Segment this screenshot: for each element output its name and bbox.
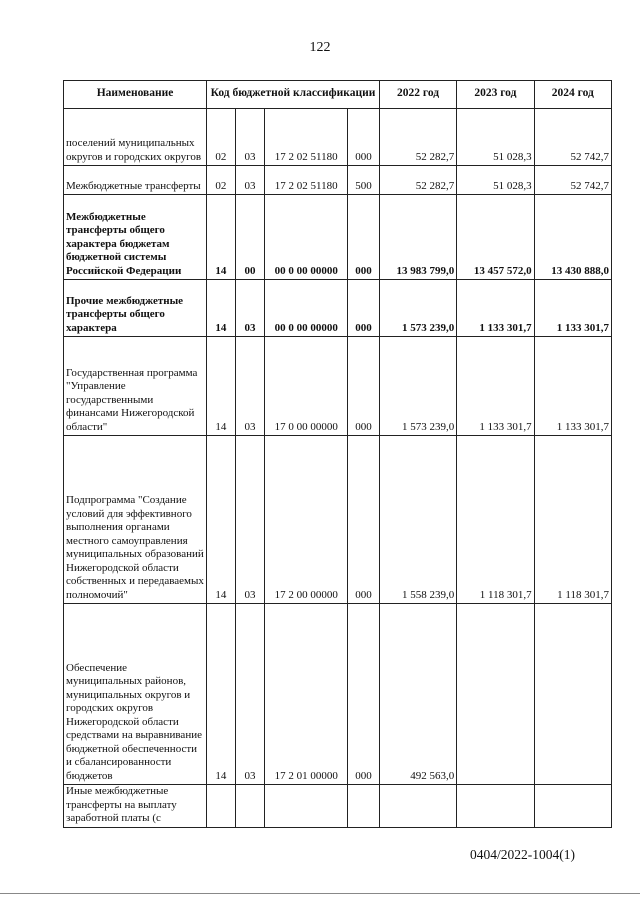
row-expense-type: 000	[348, 280, 380, 337]
row-section	[207, 785, 236, 828]
row-value-2022: 492 563,0	[379, 604, 456, 785]
row-value-2022: 52 282,7	[379, 166, 456, 195]
row-value-2024	[534, 785, 611, 828]
row-target-item: 17 0 00 00000	[265, 337, 348, 436]
table-row	[64, 436, 612, 604]
row-subsection: 03	[235, 109, 265, 166]
row-section: 14	[207, 604, 236, 785]
header-2022: 2022 год	[379, 81, 456, 109]
page-bottom-edge	[0, 893, 640, 894]
row-section: 14	[207, 280, 236, 337]
row-value-2022: 13 983 799,0	[379, 195, 456, 280]
page-number: 122	[309, 40, 331, 55]
row-target-item: 00 0 00 00000	[265, 195, 348, 280]
row-value-2024: 52 742,7	[534, 166, 611, 195]
row-value-2024: 13 430 888,0	[534, 195, 611, 280]
row-subsection: 03	[235, 604, 265, 785]
row-target-item: 17 2 00 00000	[265, 436, 348, 604]
row-section: 02	[207, 109, 236, 166]
row-value-2022: 1 573 239,0	[379, 337, 456, 436]
row-expense-type	[348, 785, 380, 828]
row-expense-type: 500	[348, 166, 380, 195]
row-section: 14	[207, 436, 236, 604]
row-value-2022: 52 282,7	[379, 109, 456, 166]
row-expense-type: 000	[348, 337, 380, 436]
row-name: Межбюджетные трансферты	[64, 166, 207, 195]
table-row	[64, 280, 612, 337]
header-2023: 2023 год	[457, 81, 534, 109]
table-header-row	[64, 81, 612, 109]
row-expense-type: 000	[348, 195, 380, 280]
table-row	[64, 109, 612, 166]
row-name: поселений муниципальных округов и городских округов	[64, 109, 207, 166]
row-name: Межбюджетные трансферты общего характера бюджетам бюджетной системы Российской Федерации	[64, 195, 207, 280]
row-value-2024: 1 118 301,7	[534, 436, 611, 604]
row-value-2023	[457, 604, 534, 785]
row-subsection: 03	[235, 337, 265, 436]
row-subsection: 03	[235, 280, 265, 337]
row-value-2023: 1 133 301,7	[457, 337, 534, 436]
row-name: Прочие межбюджетные трансферты общего характера	[64, 280, 207, 337]
row-value-2023: 1 133 301,7	[457, 280, 534, 337]
header-name: Наименование	[64, 81, 207, 109]
row-name: Подпрограмма "Создание условий для эффективного выполнения органами местного самоуправления муниципальных образований Нижегородской области собственных и передаваемых полномочий"	[64, 436, 207, 604]
row-value-2023: 51 028,3	[457, 109, 534, 166]
row-value-2022	[379, 785, 456, 828]
row-name: Обеспечение муниципальных районов, муниципальных округов и городских округов Нижегородской области средствами на выравнивание бюджетной обеспеченности и сбалансированности бюджетов	[64, 604, 207, 785]
row-value-2024: 1 133 301,7	[534, 280, 611, 337]
table-row	[64, 195, 612, 280]
row-target-item: 17 2 02 51180	[265, 166, 348, 195]
row-name: Иные межбюджетные трансферты на выплату заработной платы (с	[64, 785, 207, 828]
row-subsection: 03	[235, 166, 265, 195]
row-section: 14	[207, 337, 236, 436]
row-expense-type: 000	[348, 109, 380, 166]
row-target-item: 00 0 00 00000	[265, 280, 348, 337]
row-subsection: 03	[235, 436, 265, 604]
row-expense-type: 000	[348, 604, 380, 785]
row-value-2023: 51 028,3	[457, 166, 534, 195]
header-2024: 2024 год	[534, 81, 611, 109]
document-code: 0404/2022-1004(1)	[470, 847, 575, 862]
row-value-2024: 1 133 301,7	[534, 337, 611, 436]
row-value-2023	[457, 785, 534, 828]
row-value-2022: 1 558 239,0	[379, 436, 456, 604]
row-section: 14	[207, 195, 236, 280]
row-value-2024	[534, 604, 611, 785]
row-value-2023: 1 118 301,7	[457, 436, 534, 604]
table-row	[64, 785, 612, 828]
row-subsection: 00	[235, 195, 265, 280]
table-row	[64, 604, 612, 785]
row-section: 02	[207, 166, 236, 195]
header-budget-code: Код бюджетной классификации	[207, 81, 380, 109]
row-expense-type: 000	[348, 436, 380, 604]
row-target-item	[265, 785, 348, 828]
row-target-item: 17 2 01 00000	[265, 604, 348, 785]
row-value-2024: 52 742,7	[534, 109, 611, 166]
table-row	[64, 337, 612, 436]
row-name: Государственная программа "Управление государственными финансами Нижегородской области"	[64, 337, 207, 436]
budget-table	[63, 80, 612, 828]
row-value-2023: 13 457 572,0	[457, 195, 534, 280]
row-value-2022: 1 573 239,0	[379, 280, 456, 337]
row-subsection	[235, 785, 265, 828]
row-target-item: 17 2 02 51180	[265, 109, 348, 166]
table-row	[64, 166, 612, 195]
